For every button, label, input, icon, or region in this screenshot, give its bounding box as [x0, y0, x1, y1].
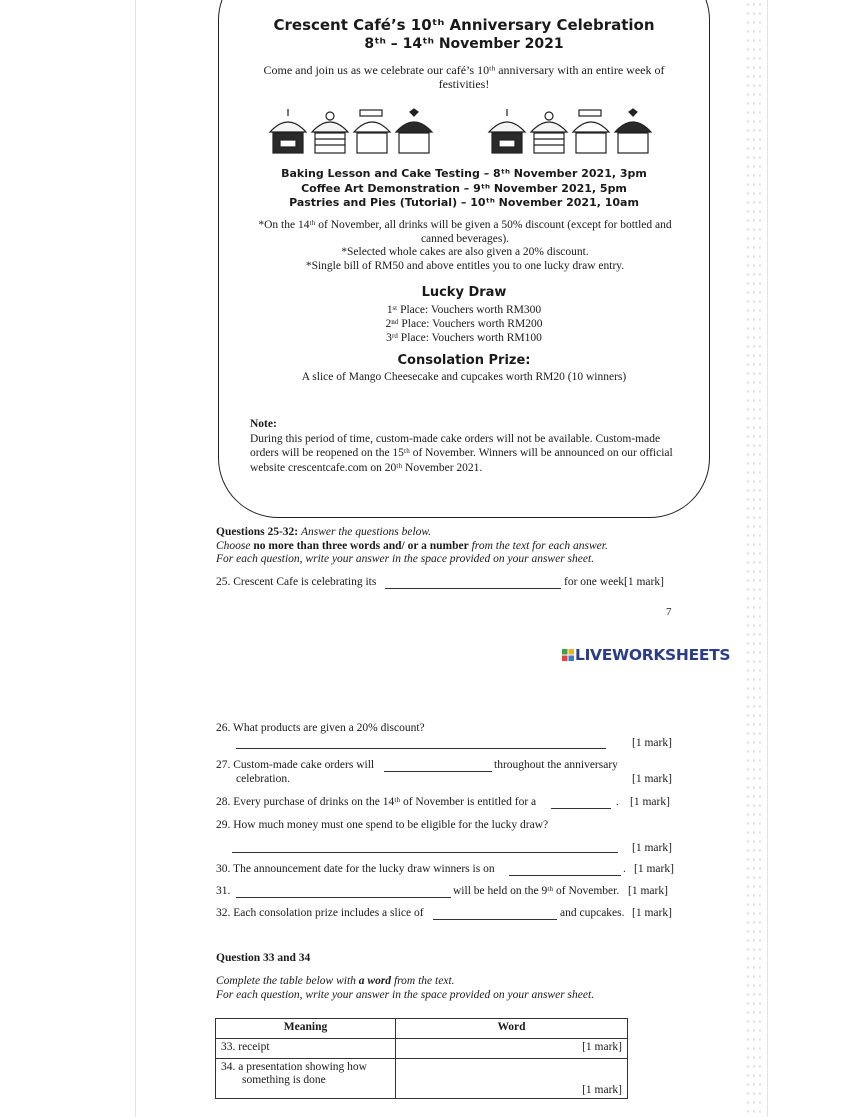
question-31: 31.: [216, 885, 231, 897]
prize-item: 1ˢᵗ Place: Vouchers worth RM300: [386, 304, 542, 316]
meaning-text: 34. a presentation showing how: [221, 1061, 367, 1073]
note-text: During this period of time, custom-made cake orders will not be available. Custom-made orders will be reopened on the 15ᵗʰ of November. Winners will be announced on our official website crescentcafe.com on 20ᵗʰ November 2021.: [250, 432, 673, 474]
q28-text-b: .: [616, 796, 619, 808]
consolation-heading: Consolation Prize:: [397, 353, 531, 368]
q25-text-b: for one week.: [564, 576, 627, 588]
q27-mark: [1 mark]: [632, 773, 672, 785]
column-header-word: Word: [396, 1019, 628, 1039]
answer-line-30[interactable]: [509, 875, 621, 876]
events-list: [218, 167, 710, 211]
word-answer-cell[interactable]: [396, 1059, 628, 1099]
q27-text-c: celebration.: [236, 773, 290, 785]
instructions-33-34-heading: [216, 952, 676, 966]
question-29: 29. How much money must one spend to be eligible for the lucky draw?: [216, 819, 549, 831]
instr2-answer-sheet: For each question, write your answer in the space provided on your answer sheet.: [216, 988, 595, 1001]
q30-mark: [1 mark]: [634, 863, 674, 875]
event-item: Baking Lesson and Cake Testing – 8ᵗʰ November 2021, 3pm: [281, 167, 647, 180]
page-left-rule: [135, 0, 136, 1117]
answer-line-25[interactable]: [385, 588, 561, 589]
page-number: 7: [666, 606, 672, 618]
q25-mark: [1 mark]: [624, 576, 664, 588]
q32-text-b: and cupcakes.: [560, 907, 625, 919]
scroll-dot-column: [745, 0, 763, 1117]
poster-intro: Come and join us as we celebrate our café’s 10ᵗʰ anniversary with an entire week of festivities!: [263, 63, 665, 91]
question-32: 32. Each consolation prize includes a slice of: [216, 907, 424, 919]
question-27: 27. Custom-made cake orders will: [216, 759, 375, 771]
question-26: 26. What products are given a 20% discount?: [216, 722, 425, 734]
q32-mark: [1 mark]: [632, 907, 672, 919]
row-mark: [1 mark]: [582, 1084, 622, 1096]
word-answer-cell[interactable]: [396, 1039, 628, 1059]
liveworksheets-icon: [562, 649, 574, 661]
table-row: [216, 1039, 628, 1059]
consolation-text: A slice of Mango Cheesecake and cupcakes worth RM20 (10 winners): [301, 371, 627, 383]
q25-text-a: 25. Crescent Cafe is celebrating its: [216, 576, 377, 588]
page-right-rule: [767, 0, 768, 1117]
meaning-cell: [216, 1059, 396, 1099]
event-item: Coffee Art Demonstration – 9ᵗʰ November 2021, 5pm: [301, 181, 627, 195]
instr-limit: no more than three words and/ or a number: [253, 539, 469, 552]
instr2-complete: Complete the table below with: [216, 975, 356, 987]
lucky-draw-heading: Lucky Draw: [421, 285, 507, 300]
q31-text-b: will be held on the 9ᵗʰ of November.: [453, 885, 620, 897]
q28-mark: [1 mark]: [630, 796, 670, 808]
event-item: Pastries and Pies (Tutorial) – 10ᵗʰ November 2021, 10am: [289, 196, 639, 209]
instr-from-text: from the text for each answer.: [471, 539, 608, 552]
answer-line-28[interactable]: [551, 808, 611, 809]
instructions-heading-rest: Answer the questions below.: [300, 526, 432, 538]
brand-text: LIVEWORKSHEETS: [575, 646, 731, 664]
answer-table: [215, 1018, 628, 1099]
answer-line-29[interactable]: [232, 852, 618, 853]
note-label: Note:: [250, 418, 277, 430]
poster-title: Crescent Café’s 10ᵗʰ Anniversary Celebration: [273, 16, 655, 34]
poster-note: [250, 417, 680, 475]
instr2-a-word: a word: [358, 975, 392, 987]
table-row: [216, 1059, 628, 1099]
prize-item: 2ⁿᵈ Place: Vouchers worth RM200: [385, 318, 543, 330]
answer-line-27[interactable]: [384, 771, 492, 772]
q29-mark: [1 mark]: [632, 842, 672, 854]
instructions-25-32: [216, 526, 676, 567]
answer-line-26[interactable]: [236, 748, 606, 749]
column-header-meaning: Meaning: [216, 1019, 396, 1039]
meaning-cell: [216, 1039, 396, 1059]
perk-item: *Single bill of RM50 and above entitles you to one lucky draw entry.: [305, 259, 625, 272]
q30-text-b: .: [623, 863, 626, 875]
instructions-heading: Questions 25-32:: [216, 526, 299, 538]
instructions-33-34: [216, 975, 676, 1002]
q26-mark: [1 mark]: [632, 737, 672, 749]
answer-line-31[interactable]: [236, 897, 451, 898]
table-header-row: [216, 1019, 628, 1039]
instr2-from-text: from the text.: [393, 975, 455, 987]
meaning-text: 33. receipt: [221, 1041, 270, 1053]
perk-item: *On the 14ᵗʰ of November, all drinks will be given a 50% discount (except for bottled and canned beverages).: [258, 219, 672, 245]
lucky-draw-prizes: [218, 303, 710, 345]
perk-item: *Selected whole cakes are also given a 20% discount.: [341, 246, 589, 258]
liveworksheets-logo: [562, 646, 730, 664]
cupcakes-illustration-left: [268, 106, 448, 160]
perks-list: [245, 219, 685, 273]
answer-line-32[interactable]: [433, 919, 557, 920]
meaning-text-continued: something is done: [242, 1074, 326, 1086]
q31-mark: [1 mark]: [628, 885, 668, 897]
prize-item: 3ʳᵈ Place: Vouchers worth RM100: [386, 332, 542, 344]
instr-answer-sheet: For each question, write your answer in the space provided on your answer sheet.: [216, 553, 595, 565]
question-28: 28. Every purchase of drinks on the 14ᵗʰ of November is entitled for a: [216, 796, 537, 808]
row-mark: [1 mark]: [582, 1041, 622, 1053]
poster-dates: 8ᵗʰ – 14ᵗʰ November 2021: [364, 36, 564, 52]
cupcakes-illustration-right: [487, 106, 667, 160]
instr-choose: Choose: [216, 539, 251, 552]
q27-text-b: throughout the anniversary: [494, 759, 618, 771]
question-30: 30. The announcement date for the lucky draw winners is on: [216, 863, 495, 875]
q33-34-heading: Question 33 and 34: [216, 952, 311, 964]
